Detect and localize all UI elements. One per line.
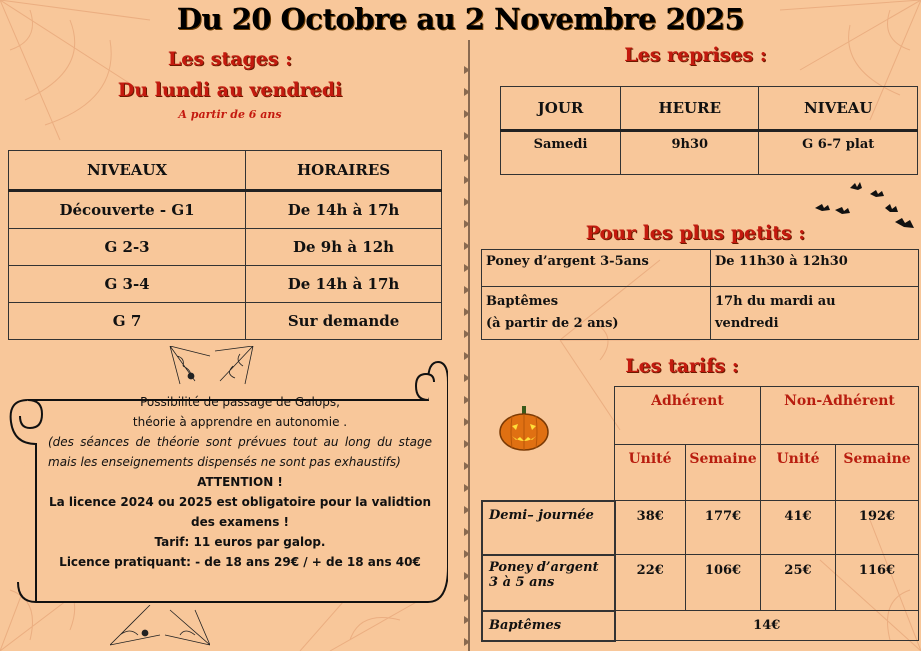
tarifs-table <box>481 386 919 642</box>
row-label: Baptêmes <box>482 611 615 641</box>
table-header: NIVEAU <box>759 87 918 131</box>
galop-info: Possibilité de passage de Galops, <box>140 395 340 409</box>
page-title: Du 20 Octobre au 2 Novembre 2025 <box>176 2 745 36</box>
table-row <box>501 131 918 175</box>
divider-arrow-icon <box>464 176 470 184</box>
schedule-cell: De 14h à 17h <box>246 191 442 229</box>
divider-arrow-icon <box>464 484 470 492</box>
activity-cell: Baptêmes (à partir de 2 ans) <box>482 287 711 340</box>
schedule-cell: De 11h30 à 12h30 <box>711 250 919 287</box>
row-label: Poney d’argent 3 à 5 ans <box>482 555 615 611</box>
level-cell: Découverte - G1 <box>9 191 246 229</box>
table-row <box>9 266 442 303</box>
divider-arrow-icon <box>464 286 470 294</box>
table-row <box>482 287 919 340</box>
adherent-header: Adhérent <box>615 387 761 445</box>
level-cell: G 3-4 <box>9 266 246 303</box>
theory-note: (des séances de théorie sont prévues tout au long du stage mais les enseignements dispensés ne sont pas exhaustifs) <box>48 435 432 469</box>
divider-arrow-icon <box>464 396 470 404</box>
attention-label: ATTENTION ! <box>197 475 283 489</box>
price-cell: 14€ <box>615 611 919 641</box>
row-label: Demi– journée <box>482 501 615 555</box>
table-row <box>9 303 442 340</box>
day-cell: Samedi <box>501 131 621 175</box>
age-note: A partir de 6 ans <box>178 108 282 121</box>
theory-info: théorie à apprendre en autonomie . <box>132 415 348 429</box>
schedule-cell: De 14h à 17h <box>246 266 442 303</box>
non-adherent-header: Non-Adhérent <box>761 387 919 445</box>
divider-arrow-icon <box>464 132 470 140</box>
table-row <box>9 191 442 229</box>
licence-price: Licence pratiquant: - de 18 ans 29€ / + de 18 ans 40€ <box>59 555 421 569</box>
stages-table <box>8 150 442 340</box>
stages-subheading: Du lundi au vendredi <box>117 79 343 101</box>
divider-arrow-icon <box>464 528 470 536</box>
price-cell: 41€ <box>761 501 836 555</box>
divider-arrow-icon <box>464 616 470 624</box>
divider-arrow-icon <box>464 66 470 74</box>
divider-arrow-icon <box>464 88 470 96</box>
price-cell: 25€ <box>761 555 836 611</box>
price-cell: 106€ <box>686 555 761 611</box>
table-header: HORAIRES <box>246 151 442 191</box>
week-header: Semaine <box>686 445 761 501</box>
divider-arrow-icon <box>464 264 470 272</box>
divider-arrow-icon <box>464 550 470 558</box>
schedule-cell: 17h du mardi au vendredi <box>711 287 919 340</box>
scroll-content <box>48 392 432 572</box>
reprises-table <box>500 86 918 175</box>
time-cell: 9h30 <box>621 131 759 175</box>
divider-arrow-icon <box>464 308 470 316</box>
price-cell: 22€ <box>615 555 686 611</box>
level-cell: G 7 <box>9 303 246 340</box>
petits-heading: Pour les plus petits : <box>585 222 806 244</box>
divider-arrow-icon <box>464 594 470 602</box>
table-row <box>9 229 442 266</box>
divider-arrow-icon <box>464 418 470 426</box>
price-cell: 177€ <box>686 501 761 555</box>
table-row <box>482 611 919 641</box>
table-row <box>482 555 919 611</box>
price-cell: 38€ <box>615 501 686 555</box>
divider-arrow-icon <box>464 462 470 470</box>
divider-arrow-icon <box>464 506 470 514</box>
divider-arrow-icon <box>464 638 470 646</box>
divider-arrow-icon <box>464 572 470 580</box>
unit-header: Unité <box>761 445 836 501</box>
table-row <box>482 501 919 555</box>
tarifs-heading: Les tarifs : <box>625 355 739 377</box>
divider-arrow-icon <box>464 110 470 118</box>
schedule-cell: De 9h à 12h <box>246 229 442 266</box>
divider-arrow-icon <box>464 154 470 162</box>
unit-header: Unité <box>615 445 686 501</box>
week-header: Semaine <box>836 445 919 501</box>
level-cell: G 2-3 <box>9 229 246 266</box>
divider-arrow-icon <box>464 330 470 338</box>
activity-cell: Poney d’argent 3-5ans <box>482 250 711 287</box>
price-cell: 192€ <box>836 501 919 555</box>
stages-heading: Les stages : <box>167 48 293 70</box>
table-header: HEURE <box>621 87 759 131</box>
level-cell: G 6-7 plat <box>759 131 918 175</box>
spiderweb-icon <box>110 605 210 649</box>
reprises-heading: Les reprises : <box>624 44 767 66</box>
schedule-cell: Sur demande <box>246 303 442 340</box>
table-header: NIVEAUX <box>9 151 246 191</box>
petits-table <box>481 249 919 340</box>
price-cell: 116€ <box>836 555 919 611</box>
table-row <box>482 250 919 287</box>
divider-arrow-icon <box>464 440 470 448</box>
galop-price: Tarif: 11 euros par galop. <box>154 535 326 549</box>
divider-arrow-icon <box>464 198 470 206</box>
table-header: JOUR <box>501 87 621 131</box>
licence-requirement: La licence 2024 ou 2025 est obligatoire pour la validtion des examens ! <box>49 495 431 529</box>
